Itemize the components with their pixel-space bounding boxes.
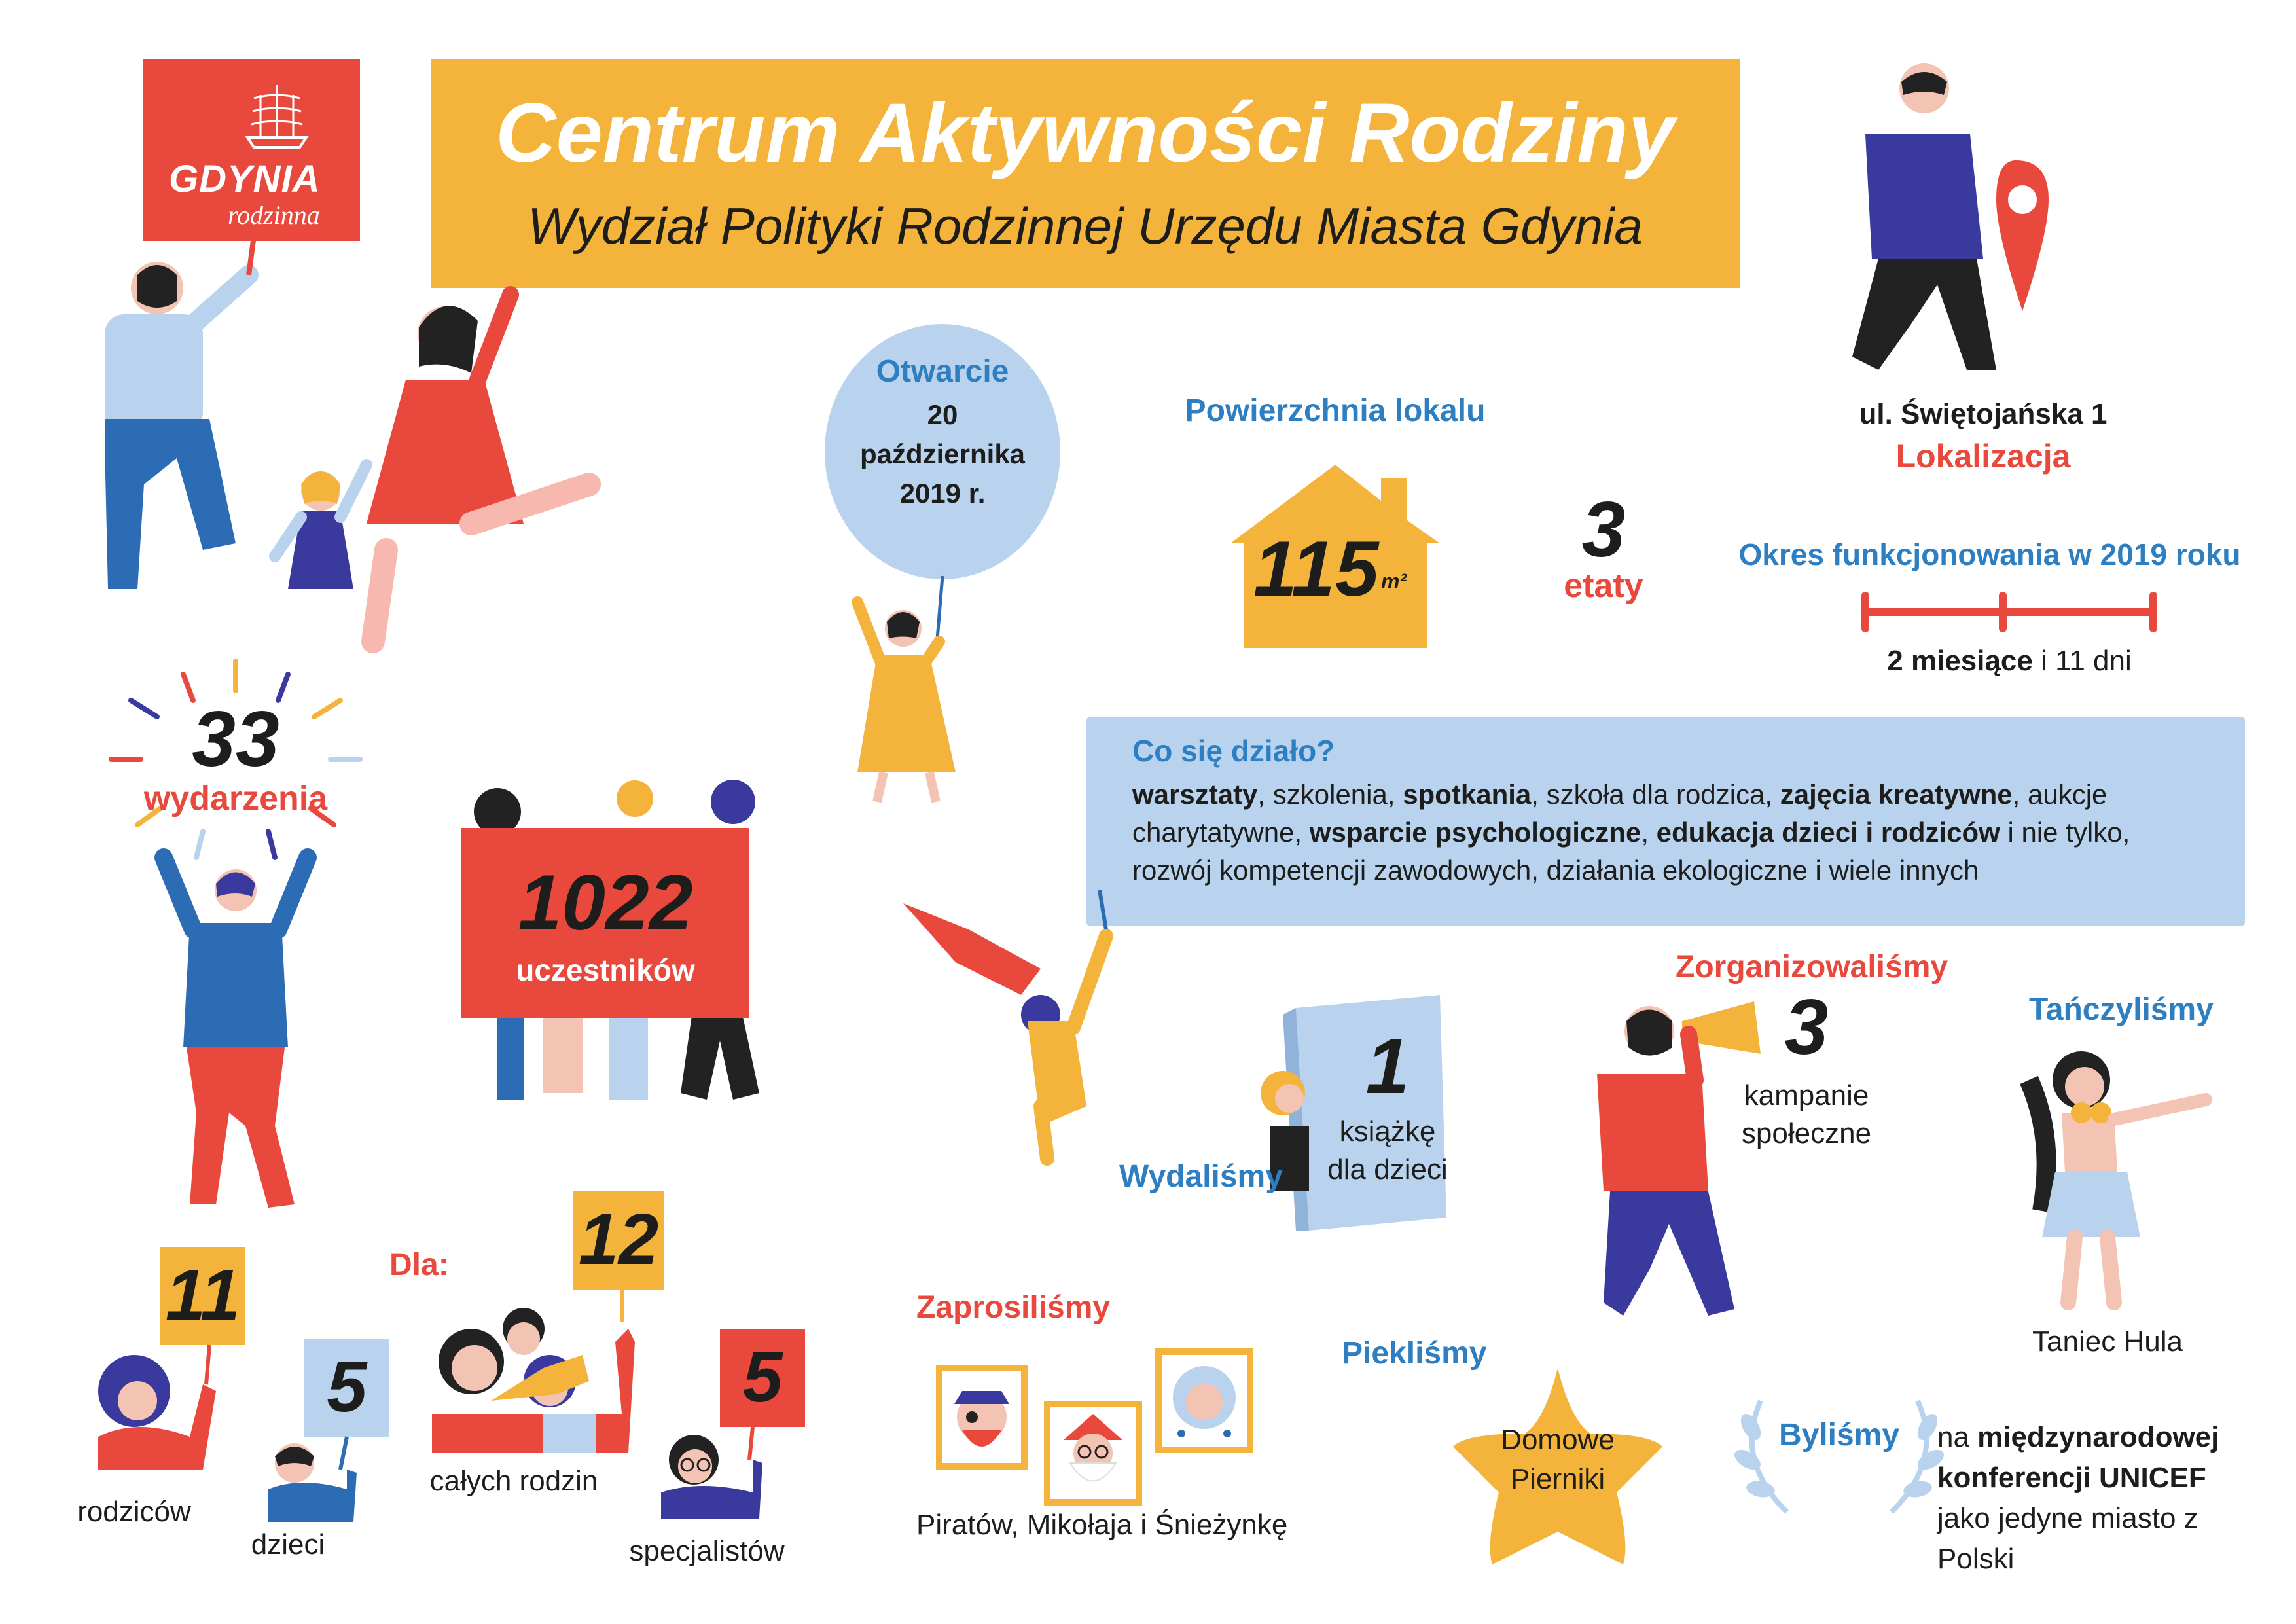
baked-desc: Domowe Pierniki bbox=[1501, 1424, 1615, 1495]
location-label: Lokalizacja bbox=[1895, 438, 2071, 475]
cheering-man-illustration bbox=[137, 851, 334, 1218]
specialists-label: specjalistów bbox=[629, 1535, 785, 1567]
specialist-person-illustration bbox=[648, 1427, 779, 1519]
location-illustration bbox=[1826, 62, 2062, 383]
activities-title: Co się działo? bbox=[1132, 734, 1335, 768]
danced-desc: Taniec Hula bbox=[2032, 1326, 2183, 1358]
baked-label: Piekliśmy bbox=[1342, 1336, 1487, 1371]
activity-segment: wsparcie psychologiczne bbox=[1309, 817, 1641, 848]
organized-value: 3 bbox=[1784, 983, 1829, 1071]
activity-segment: , bbox=[1641, 817, 1657, 848]
visited-desc bbox=[1937, 1417, 2265, 1579]
period-timeline bbox=[1852, 589, 2166, 635]
staff-label: etaty bbox=[1564, 567, 1643, 605]
invited-desc: Piratów, Mikołaja i Śnieżynkę bbox=[916, 1509, 1288, 1541]
parents-label: rodziców bbox=[77, 1496, 191, 1528]
invited-label: Zaprosiliśmy bbox=[916, 1290, 1111, 1325]
families-label: całych rodzin bbox=[429, 1465, 598, 1497]
area-label: Powierzchnia lokalu bbox=[1185, 393, 1486, 428]
participants-label: uczestników bbox=[516, 953, 695, 987]
laurel-wreath-icon bbox=[1721, 1375, 1957, 1532]
activity-segment: , szkolenia, bbox=[1257, 779, 1403, 810]
logo-sub: rodzinna bbox=[228, 200, 320, 230]
activity-segment: , aukcje charytatywne, bbox=[1132, 779, 2108, 848]
participants-value: 1022 bbox=[518, 859, 693, 947]
gdynia-logo bbox=[143, 59, 360, 241]
opening-month: października bbox=[859, 439, 1026, 469]
child-person-illustration bbox=[249, 1437, 367, 1522]
opening-label: Otwarcie bbox=[876, 354, 1009, 389]
ship-icon bbox=[234, 79, 319, 157]
organized-label: Zorganizowaliśmy bbox=[1676, 950, 1948, 984]
opening-day: 20 bbox=[927, 399, 958, 430]
staff-value: 3 bbox=[1581, 486, 1626, 573]
organized-desc: kampanie społeczne bbox=[1741, 1079, 1872, 1149]
location-address: ul. Świętojańska 1 bbox=[1859, 398, 2108, 430]
activity-segment: spotkania bbox=[1403, 779, 1532, 810]
logo-city: GDYNIA bbox=[169, 158, 321, 200]
period-rest: i 11 dni bbox=[2041, 645, 2132, 677]
area-unit: m² bbox=[1381, 569, 1407, 593]
activities-text bbox=[1132, 776, 2206, 890]
activity-segment: edukacja dzieci i rodziców bbox=[1656, 817, 2000, 848]
visited-label: Byliśmy bbox=[1778, 1418, 1900, 1453]
published-label: Wydaliśmy bbox=[1119, 1159, 1283, 1194]
for-label: Dla: bbox=[389, 1248, 449, 1282]
families-value: 12 bbox=[578, 1199, 659, 1280]
events-value: 33 bbox=[192, 695, 279, 783]
danced-label: Tańczyliśmy bbox=[2029, 992, 2214, 1027]
parent-person-illustration bbox=[85, 1345, 229, 1476]
activity-segment: i nie tylko, rozwój kompetencji zawodowych, działania ekologiczne i wiele innych bbox=[1132, 817, 2130, 886]
balloon-girl-illustration bbox=[831, 576, 1001, 812]
activity-segment: , szkoła dla rodzica, bbox=[1531, 779, 1780, 810]
activity-segment: zajęcia kreatywne bbox=[1780, 779, 2013, 810]
header-banner bbox=[431, 59, 1740, 288]
family-illustration bbox=[79, 249, 615, 655]
children-label: dzieci bbox=[251, 1528, 325, 1561]
breakdancer-illustration bbox=[890, 890, 1152, 1165]
area-value: 115 bbox=[1253, 525, 1379, 613]
period-duration bbox=[1800, 645, 2219, 677]
santa-portrait-icon bbox=[1044, 1401, 1142, 1506]
events-label: wydarzenia bbox=[143, 780, 328, 818]
opening-year: 2019 r. bbox=[899, 478, 986, 509]
children-value: 5 bbox=[327, 1346, 367, 1427]
hula-dancer-illustration bbox=[2003, 1041, 2219, 1316]
parents-value: 11 bbox=[165, 1255, 241, 1335]
pirate-portrait-icon bbox=[936, 1365, 1028, 1470]
period-label: Okres funkcjonowania w 2019 roku bbox=[1738, 537, 2241, 571]
visited-post: jako jedyne miasto z Polski bbox=[1937, 1502, 2198, 1575]
page-subtitle: Wydział Polityki Rodzinnej Urzędu Miasta Gdynia bbox=[528, 197, 1643, 255]
activity-segment: warsztaty bbox=[1132, 779, 1258, 810]
visited-bold: międzynarodowej konferencji UNICEF bbox=[1937, 1421, 2219, 1494]
family-group-illustration bbox=[425, 1290, 641, 1453]
published-desc: książkę dla dzieci bbox=[1327, 1115, 1448, 1185]
page-title: Centrum Aktywności Rodziny bbox=[495, 86, 1675, 180]
specialists-value: 5 bbox=[742, 1337, 783, 1417]
visited-pre: na bbox=[1937, 1421, 1978, 1453]
published-value: 1 bbox=[1365, 1022, 1410, 1110]
period-months: 2 miesiące bbox=[1887, 645, 2033, 677]
snowflake-girl-portrait-icon bbox=[1155, 1348, 1253, 1453]
